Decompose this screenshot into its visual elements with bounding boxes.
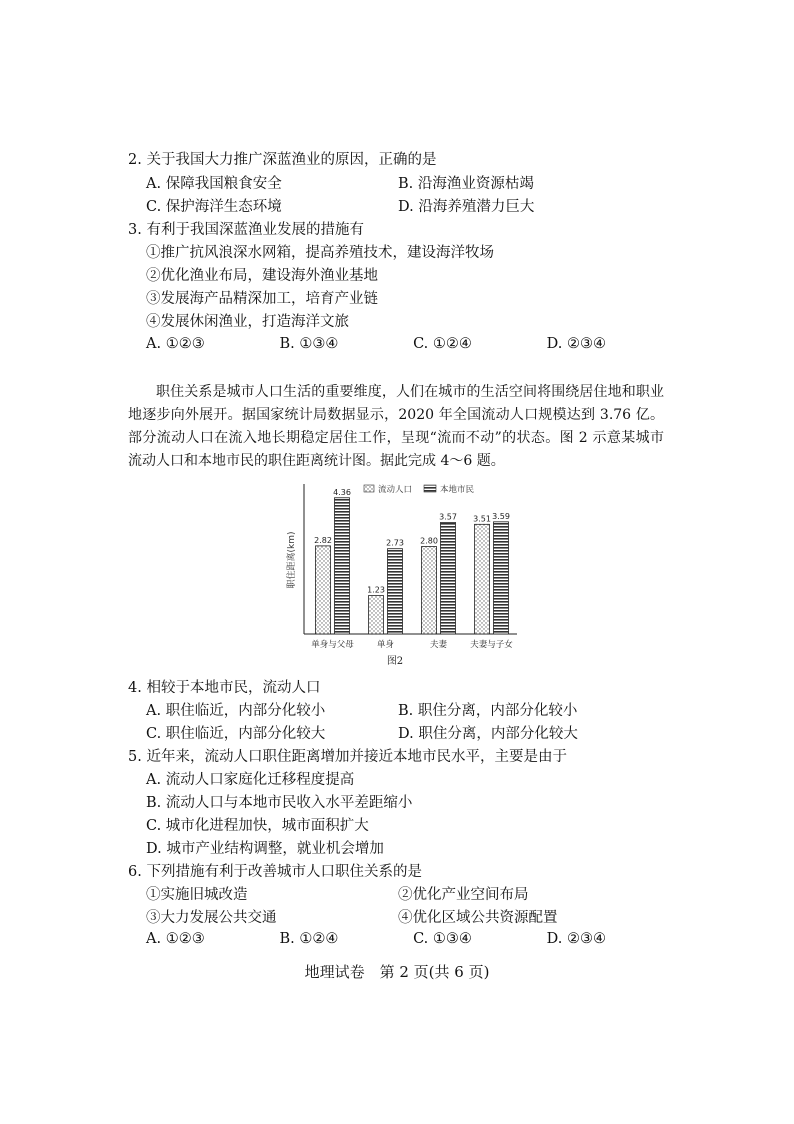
q5-option-a: A. 流动人口家庭化迁移程度提高 xyxy=(146,772,355,788)
legend-swatch-local xyxy=(424,485,436,492)
q6-choice-d: D. ②③④ xyxy=(546,931,606,947)
page-footer: 地理试卷 第 2 页(共 6 页) xyxy=(304,963,490,981)
q4-option-d: D. 职住分离，内部分化较大 xyxy=(398,726,578,742)
q6-choice-b: B. ①②④ xyxy=(279,931,339,947)
value-label-flow-1: 2.82 xyxy=(314,535,332,545)
bar-flow-4 xyxy=(475,524,490,634)
value-label-local-4: 3.59 xyxy=(492,511,510,521)
bar-local-4 xyxy=(494,522,509,634)
category-label-2: 单身 xyxy=(376,640,395,650)
bar-local-2 xyxy=(388,549,403,634)
bar-local-3 xyxy=(441,522,456,634)
q2-option-d: D. 沿海养殖潜力巨大 xyxy=(398,199,535,215)
q4-option-c: C. 职住临近，内部分化较大 xyxy=(146,726,326,742)
reading-passage xyxy=(128,381,664,473)
q2-option-a: A. 保障我国粮食安全 xyxy=(146,176,282,192)
q2-option-c: C. 保护海洋生态环境 xyxy=(146,199,282,215)
q2-stem: 2. 关于我国大力推广深蓝渔业的原因，正确的是 xyxy=(128,152,437,168)
value-label-local-1: 4.36 xyxy=(333,487,351,497)
q3-item-4: ④发展休闲渔业，打造海洋文旅 xyxy=(146,314,349,330)
q5-option-b: B. 流动人口与本地市民收入水平差距缩小 xyxy=(146,795,413,811)
commute-distance-chart xyxy=(285,478,525,670)
category-label-4: 夫妻与子女 xyxy=(470,640,513,650)
q3-choices xyxy=(146,336,606,352)
y-axis-label: 职住距离(km) xyxy=(287,531,297,589)
q3-item-3: ③发展海产品精深加工，培育产业链 xyxy=(146,291,378,307)
q6-choice-c: C. ①③④ xyxy=(413,931,472,947)
q5-stem: 5. 近年来，流动人口职住距离增加并接近本地市民水平，主要是由于 xyxy=(128,749,567,765)
q3-choice-c: C. ①②④ xyxy=(413,336,472,352)
q2-option-b: B. 沿海渔业资源枯竭 xyxy=(398,176,534,192)
q6-item-1: ①实施旧城改造 xyxy=(146,887,248,903)
q3-choice-b: B. ①③④ xyxy=(279,336,339,352)
q3-item-1: ①推广抗风浪深水网箱，提高养殖技术，建设海洋牧场 xyxy=(146,245,494,261)
q4-option-b: B. 职住分离，内部分化较小 xyxy=(398,703,578,719)
value-label-local-2: 2.73 xyxy=(386,538,404,548)
legend-label-local: 本地市民 xyxy=(440,485,475,495)
legend-label-flow: 流动人口 xyxy=(378,485,413,495)
category-label-1: 单身与父母 xyxy=(311,640,354,650)
q6-item-3: ③大力发展公共交通 xyxy=(146,910,277,926)
bar-flow-1 xyxy=(316,546,331,634)
passage-text: 职住关系是城市人口生活的重要维度，人们在城市的生活空间将围绕居住地和职业地逐步向外展开。据国家统计局数据显示，2020 年全国流动人口规模达到 3.76 亿。部分流动人口在流入地长期稳定居住工作，呈现“流而不动”的状态。图 2 示意某城市流动人口和本地市民的职住距离统计图。据此完成 4～6 题。 xyxy=(128,384,664,469)
q6-item-2: ②优化产业空间布局 xyxy=(398,887,529,903)
bar-local-1 xyxy=(335,498,350,634)
q3-item-2: ②优化渔业布局，建设海外渔业基地 xyxy=(146,268,378,284)
value-label-flow-4: 3.51 xyxy=(473,514,491,524)
legend xyxy=(364,484,475,495)
q5-option-d: D. 城市产业结构调整，就业机会增加 xyxy=(146,841,384,857)
q6-choices xyxy=(146,931,606,947)
q4-option-a: A. 职住临近，内部分化较小 xyxy=(146,703,326,719)
q3-choice-a: A. ①②③ xyxy=(146,336,205,352)
value-label-flow-2: 1.23 xyxy=(367,585,385,595)
legend-swatch-flow xyxy=(364,485,374,492)
q5-option-c: C. 城市化进程加快，城市面积扩大 xyxy=(146,818,369,834)
q3-choice-d: D. ②③④ xyxy=(546,336,606,352)
category-label-3: 夫妻 xyxy=(429,640,448,650)
q3-stem: 3. 有利于我国深蓝渔业发展的措施有 xyxy=(128,222,364,238)
bar-flow-3 xyxy=(422,547,437,635)
value-label-local-3: 3.57 xyxy=(439,512,457,522)
q6-item-4: ④优化区域公共资源配置 xyxy=(398,910,558,926)
q4-stem: 4. 相较于本地市民，流动人口 xyxy=(128,680,321,696)
chart-caption: 图2 xyxy=(386,656,404,667)
q6-stem: 6. 下列措施有利于改善城市人口职住关系的是 xyxy=(128,864,422,880)
bar-flow-2 xyxy=(369,596,384,634)
value-label-flow-3: 2.80 xyxy=(420,536,438,546)
q6-choice-a: A. ①②③ xyxy=(146,931,205,947)
